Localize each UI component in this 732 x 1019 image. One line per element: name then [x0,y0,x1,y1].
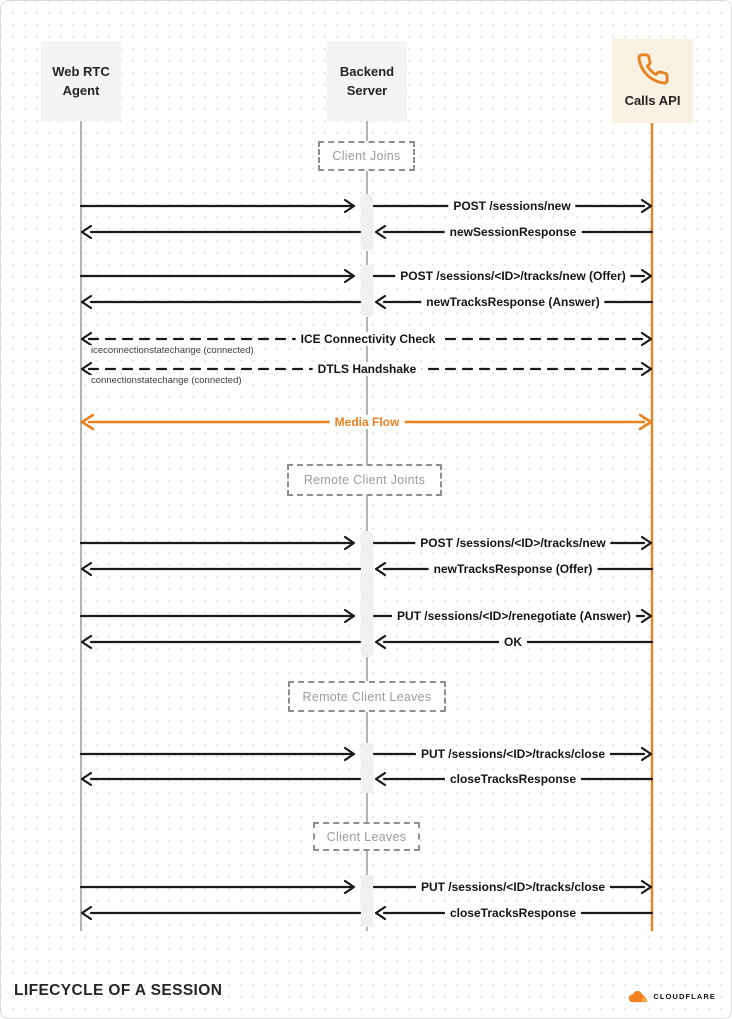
actor-web-rtc-agent [41,41,121,121]
message-label: newSessionResponse [445,225,582,239]
phase-label: Remote Client Leaves [302,689,432,704]
cloudflare-cloud-icon [624,989,650,1004]
message-label: ICE Connectivity Check [296,332,441,346]
cloudflare-logo [624,989,716,1004]
phone-icon [636,52,670,86]
message-label: closeTracksResponse [445,906,581,920]
cloudflare-wordmark: CLOUDFLARE [653,992,716,1001]
actor-label: Web RTC [52,63,110,79]
ice-state-note: iceconnectionstatechange (connected) [91,345,254,356]
message-label: DTLS Handshake [313,362,422,376]
message-label: closeTracksResponse [445,772,581,786]
message-label-media-flow: Media Flow [330,415,405,429]
phase-remote-client-joints [287,464,442,496]
phase-label: Client Joins [332,149,401,163]
actor-calls-api [612,39,693,123]
phase-client-joins [318,141,415,171]
phase-label: Remote Client Joints [303,473,426,487]
message-label: POST /sessions/<ID>/tracks/new [415,536,610,550]
connection-state-note: connectionstatechange (connected) [91,375,242,386]
message-label: POST /sessions/<ID>/tracks/new (Offer) [395,269,630,283]
message-label: newTracksResponse (Offer) [429,562,598,576]
phase-client-leaves [313,822,420,851]
actor-label: Calls API [624,92,681,108]
actor-backend-server [327,41,407,121]
message-label: PUT /sessions/<ID>/tracks/close [416,880,610,894]
actor-label: Server [346,83,388,98]
phase-label: Client Leaves [326,829,407,844]
phase-remote-client-leaves [288,681,446,712]
actor-label: Backend [339,63,395,79]
actor-label: Agent [62,83,100,98]
message-label: newTracksResponse (Answer) [421,295,604,309]
page-title: LIFECYCLE OF A SESSION [14,982,223,999]
message-label: POST /sessions/new [448,199,575,213]
message-label: OK [499,635,527,649]
message-label: PUT /sessions/<ID>/renegotiate (Answer) [392,609,636,623]
message-label: PUT /sessions/<ID>/tracks/close [416,747,610,761]
